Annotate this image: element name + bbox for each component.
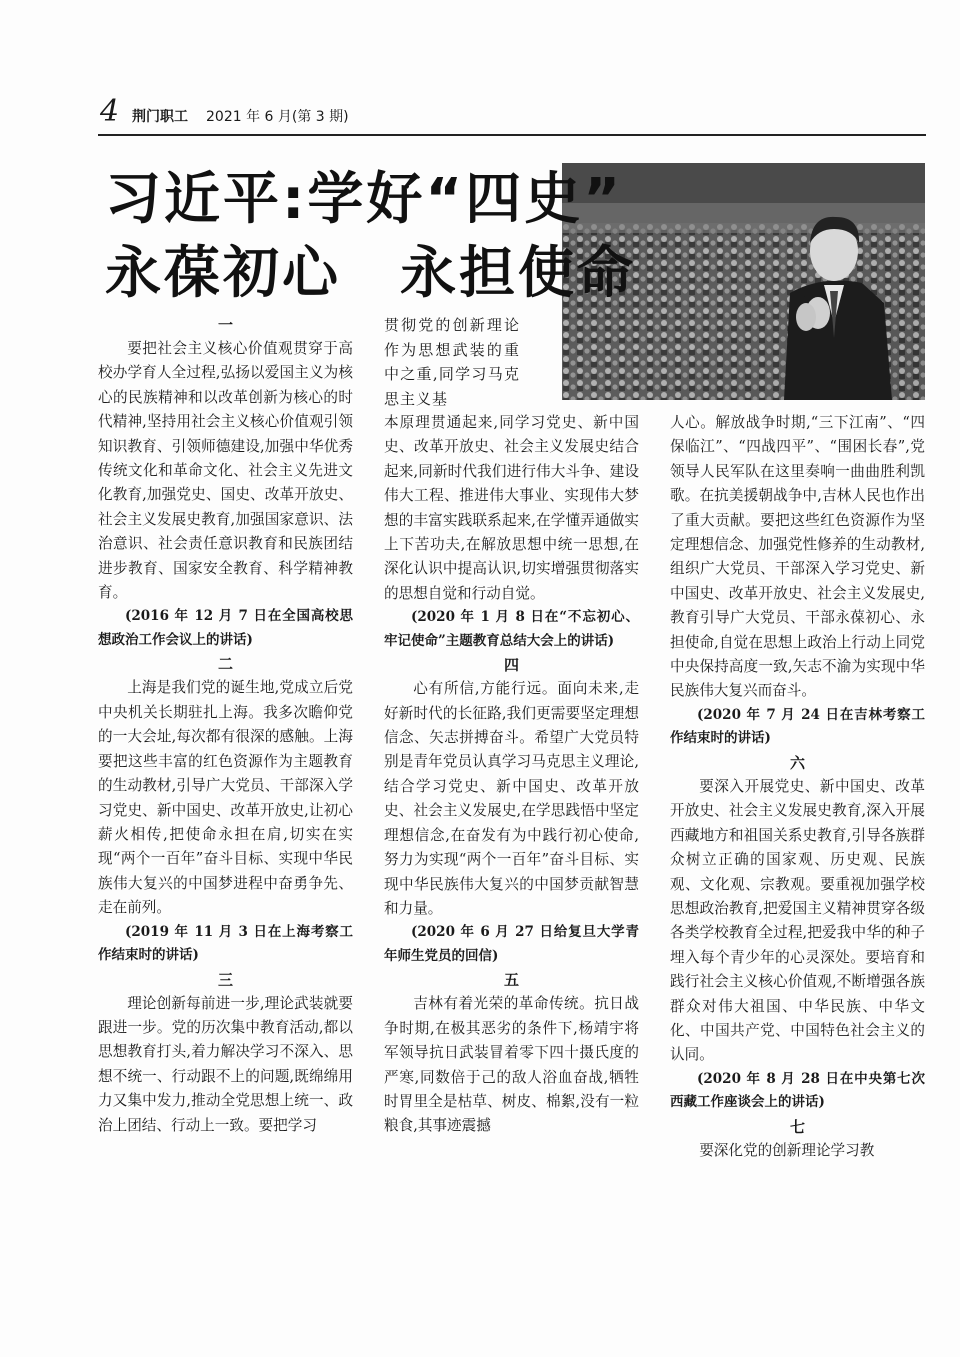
speech-source: (2020 年 6 月 27 日给复旦大学青年师生党员的回信) — [384, 924, 639, 964]
article-title-line2: 永葆初心 永担使命 — [105, 241, 636, 306]
speech-source: (2020 年 7 月 24 日在吉林考察工作结束时的讲话) — [670, 706, 925, 747]
section-heading: 七 — [789, 1117, 805, 1136]
column-2 — [384, 411, 639, 1139]
section-body: 人心。解放战争时期,“三下江南”、“四保临江”、“四战四平”、“围困长春”,党领导人民军队在这里奏响一曲曲胜利凯歌。在抗美援朝战争中,吉林人民也作出了重大贡献。要把这些红色资源作为坚定理想信念、加强党性修养的生动教材,组织广大党员、干部深入学习党史、新中国史、改革开放史、社会主义发展史,教育引导广大党员、干部永葆初心、永担使命,自觉在思想上政治上行动上同党中央保持高度一致,矢志不渝为实现中华民族伟大复兴而奋斗。 — [670, 414, 925, 700]
speech-source: (2016 年 12 月 7 日在全国高校思想政治工作会议上的讲话) — [98, 608, 353, 648]
section-heading: 三 — [217, 970, 233, 989]
speech-source: (2020 年 1 月 8 日在“不忘初心、牢记使命”主题教育总结大会上的讲话) — [384, 609, 639, 649]
section-heading: 一 — [217, 316, 233, 334]
page-number: 4 — [100, 94, 120, 129]
article-title-line1: 习近平:学好“四史” — [105, 167, 624, 232]
section-body: 本原理贯通起来,同学习党史、新中国史、改革开放史、社会主义发展史结合起来,同新时代我们进行伟大斗争、建设伟大工程、推进伟大事业、实现伟大梦想的丰富实践联系起来,在学懂弄通做实上下苦功夫,在解放思想中统一思想,在深化认识中提高认识,切实增强贯彻落实的思想自觉和行动自觉。 — [384, 414, 639, 602]
section-body: 要把社会主义核心价值观贯穿于高校办学育人全过程,弘扬以爱国主义为核心的民族精神和以改革创新为核心的时代精神,坚持用社会主义核心价值观引领知识教育、引领师德建设,加强中华优秀传统文化和革命文化、社会主义先进文化教育,加强党史、国史、改革开放史、社会主义发展史教育,加强国家意识、法治意识、社会责任意识教育和民族团结进步教育、国家安全教育、科学精神教育。 — [98, 340, 353, 602]
section-body: 理论创新每前进一步,理论武装就要跟进一步。党的历次集中教育活动,都以思想教育打头,着力解决学习不深入、思想不统一、行动跟不上的问题,既绵绵用力又集中发力,推动全党思想上统一、政治上团结、行动上一致。要把学习 — [98, 994, 353, 1134]
section-heading: 五 — [503, 971, 519, 990]
column-3 — [670, 411, 925, 1163]
header-rule — [98, 134, 926, 136]
column-2-narrow — [384, 313, 520, 411]
issue-date: 2021 年 6 月(第 3 期) — [206, 109, 349, 125]
section-heading: 四 — [503, 656, 519, 675]
speech-source: (2019 年 11 月 3 日在上海考察工作结束时的讲话) — [98, 923, 353, 964]
section-body: 要深入开展党史、新中国史、改革开放史、社会主义发展史教育,深入开展西藏地方和祖国关系史教育,引导各族群众树立正确的国家观、历史观、民族观、文化观、宗教观。要重视加强学校思想政治教育,把爱国主义精神贯穿各级各类学校教育全过程,把爱我中华的种子埋入每个青少年的心灵深处。要培育和践行社会主义核心价值观,不断增强各族群众对伟大祖国、中华民族、中华文化、中国共产党、中国特色社会主义的认同。 — [670, 777, 925, 1064]
section-body: 吉林有着光荣的革命传统。抗日战争时期,在极其恶劣的条件下,杨靖宇将军领导抗日武装冒着零下四十摄氏度的严寒,同数倍于己的敌人浴血奋战,牺牲时胃里全是枯草、树皮、棉絮,没有一粒粮食,其事迹震撼 — [384, 995, 639, 1135]
section-body: 上海是我们党的诞生地,党成立后党中央机关长期驻扎上海。我多次瞻仰党的一大会址,每次都有很深的感触。上海要把这些丰富的红色资源作为主题教育的生动教材,引导广大党员、干部深入学习党史、新中国史、改革开放史,让初心薪火相传,把使命永担在肩,切实在实现“两个一百年”奋斗目标、实现中华民族伟大复兴的中国梦进程中奋勇争先、走在前列。 — [98, 679, 353, 917]
section-body: 要深化党的创新理论学习教 — [699, 1141, 875, 1159]
publication-name: 荆门职工 — [132, 109, 188, 125]
section-body: 贯彻党的创新理论作为思想武装的重中之重,同学习马克思主义基 — [384, 316, 520, 408]
section-heading: 二 — [217, 655, 233, 674]
column-1 — [98, 313, 353, 1138]
section-body: 心有所信,方能行远。面向未来,走好新时代的长征路,我们更需要坚定理想信念、矢志拼搏奋斗。希望广大党员特别是青年党员认真学习马克思主义理论,结合学习党史、新中国史、改革开放史、社会主义发展史,在学思践悟中坚定理想信念,在奋发有为中践行初心使命,努力为实现“两个一百年”奋斗目标、实现中华民族伟大复兴的中国梦贡献智慧和力量。 — [384, 680, 639, 917]
section-heading: 六 — [789, 753, 805, 772]
speech-source: (2020 年 8 月 28 日在中央第七次西藏工作座谈会上的讲话) — [670, 1070, 925, 1111]
